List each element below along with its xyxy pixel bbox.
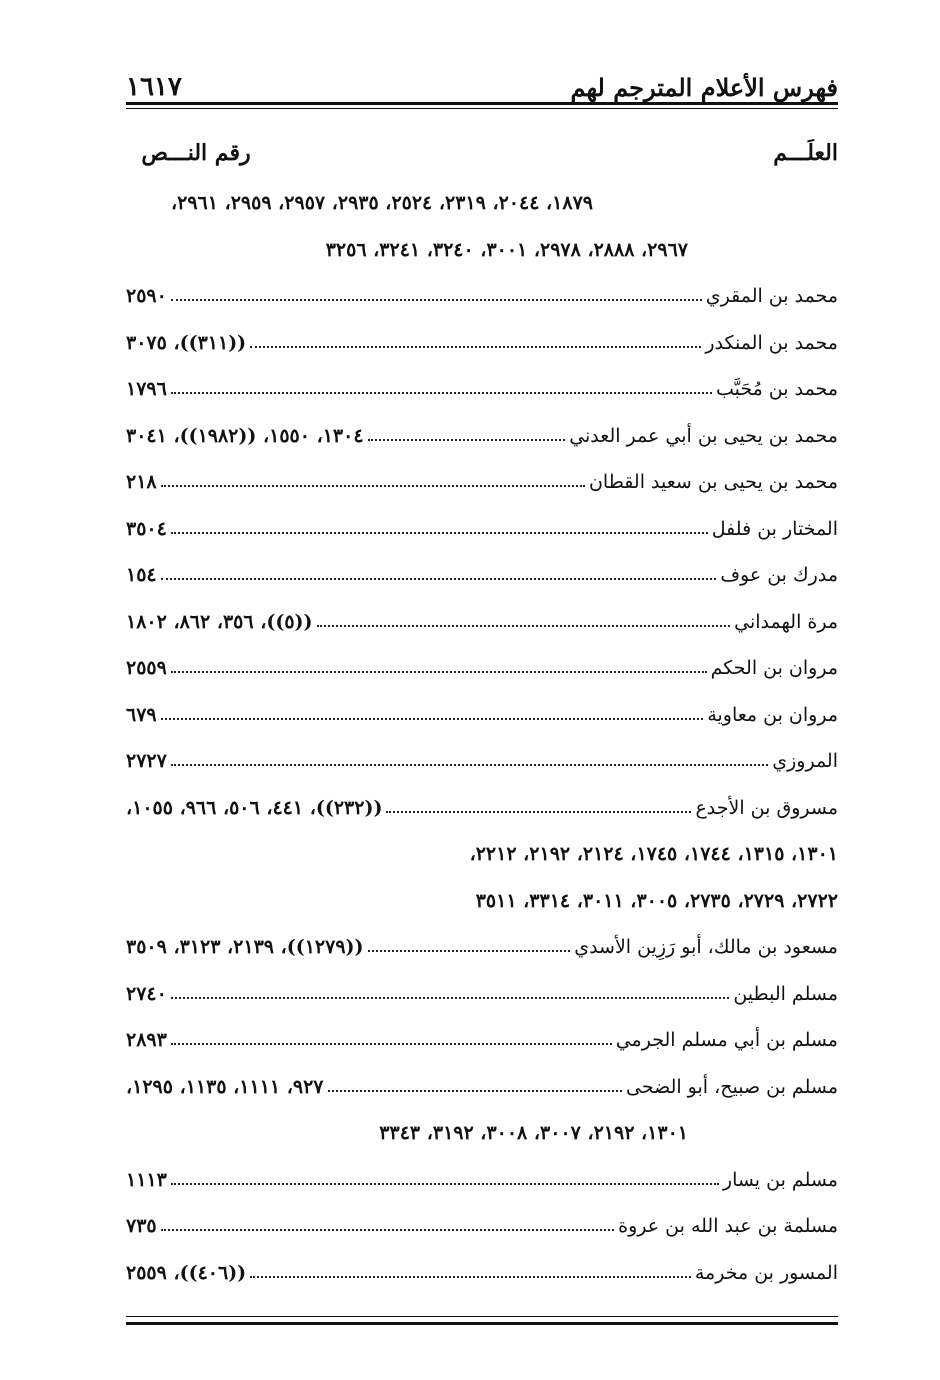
index-line bbox=[126, 1157, 838, 1204]
leader-dots bbox=[368, 439, 566, 441]
index-line bbox=[126, 506, 838, 553]
entry-name: مسلم بن أبي مسلم الجرمي bbox=[615, 1029, 838, 1052]
leader-dots bbox=[328, 1090, 623, 1092]
entry-name: مسلمة بن عبد الله بن عروة bbox=[618, 1215, 838, 1238]
column-header-number: رقم النـــص bbox=[141, 140, 251, 166]
page-title: فهرس الأعلام المترجم لهم bbox=[570, 73, 838, 102]
entry-numbers: ٢٩٦٧، ٢٨٨٨، ٢٩٧٨، ٣٠٠١، ٣٢٤٠، ٣٢٤١، ٣٢٥٦ bbox=[325, 238, 688, 261]
entry-name: مروان بن معاوية bbox=[707, 703, 838, 726]
footer-rule-thick bbox=[126, 1322, 838, 1325]
index-line bbox=[126, 320, 838, 367]
index-line bbox=[126, 878, 838, 925]
entry-numbers: ٧٣٥ bbox=[126, 1215, 157, 1238]
entry-numbers: ((٤٠٦))، ٢٥٥٩ bbox=[126, 1261, 247, 1284]
leader-dots bbox=[250, 1276, 691, 1278]
entry-name: محمد بن يحيى بن أبي عمر العدني bbox=[569, 424, 838, 447]
entry-numbers: ((٥))، ٣٥٦، ٨٦٢، ١٨٠٢ bbox=[126, 610, 313, 633]
entry-name: محمد بن يحيى بن سعيد القطان bbox=[588, 471, 838, 494]
entry-numbers: ٢٧٤٠ bbox=[126, 982, 167, 1005]
entry-name: مسروق بن الأجدع bbox=[695, 796, 838, 819]
index-line bbox=[126, 738, 838, 785]
index-line bbox=[126, 180, 838, 227]
header-rule-thick bbox=[126, 102, 838, 105]
leader-dots bbox=[161, 1229, 615, 1231]
entry-numbers: ١١١٣ bbox=[126, 1168, 167, 1191]
entry-name: مسلم بن يسار bbox=[722, 1168, 838, 1191]
entry-name: مرة الهمداني bbox=[734, 610, 838, 633]
index-line bbox=[126, 459, 838, 506]
leader-dots bbox=[171, 532, 708, 534]
entry-numbers: ٢١٨ bbox=[126, 471, 157, 494]
index-line bbox=[126, 1017, 838, 1064]
index-line bbox=[126, 1110, 838, 1157]
entry-numbers: ١٨٧٩، ٢٠٤٤، ٢٣١٩، ٢٥٢٤، ٢٩٣٥، ٢٩٥٧، ٢٩٥٩، ٢٩٦١، bbox=[170, 192, 593, 215]
entry-name: محمد بن مُحَبَّب bbox=[715, 378, 838, 401]
entry-numbers: ((٣١١))، ٣٠٧٥ bbox=[126, 331, 247, 354]
entry-name: مسلم بن صبيح، أبو الضحى bbox=[626, 1075, 838, 1098]
entry-numbers: ٢٨٩٣ bbox=[126, 1029, 167, 1052]
entry-numbers: ١٣٠٤، ١٥٥٠، ((١٩٨٢))، ٣٠٤١ bbox=[126, 424, 364, 447]
entry-name: المروزي bbox=[772, 750, 838, 773]
leader-dots bbox=[171, 299, 702, 301]
index-entries bbox=[126, 180, 838, 1296]
entry-numbers: ٢٧٢٢، ٢٧٢٩، ٢٧٣٥، ٣٠٠٥، ٣٠١١، ٣٣١٤، ٣٥١١ bbox=[475, 889, 838, 912]
index-line bbox=[126, 273, 838, 320]
entry-name: مسلم البطين bbox=[733, 982, 838, 1005]
leader-dots bbox=[171, 1183, 719, 1185]
index-line bbox=[126, 227, 838, 274]
entry-name: محمد بن المنكدر bbox=[705, 331, 838, 354]
entry-numbers: ٩٢٧، ١١١١، ١١٣٥، ١٢٩٥، bbox=[126, 1075, 324, 1098]
index-line bbox=[126, 1203, 838, 1250]
page-number: ١٦١٧ bbox=[126, 72, 182, 102]
entry-numbers: ١٥٤ bbox=[126, 564, 157, 587]
leader-dots bbox=[171, 671, 707, 673]
entry-numbers: ١٧٩٦ bbox=[126, 378, 167, 401]
leader-dots bbox=[171, 392, 712, 394]
leader-dots bbox=[171, 764, 768, 766]
leader-dots bbox=[386, 811, 691, 813]
leader-dots bbox=[171, 1043, 612, 1045]
entry-numbers: ١٣٠١، ١٣١٥، ١٧٤٤، ١٧٤٥، ٢١٢٤، ٢١٩٢، ٢٢١٢، bbox=[469, 843, 838, 866]
header-rule-thin bbox=[126, 108, 838, 109]
entry-name: المختار بن فلفل bbox=[711, 517, 838, 540]
entry-numbers: ((٢٣٢))، ٤٤١، ٥٠٦، ٩٦٦، ١٠٥٥، bbox=[126, 796, 383, 819]
index-line bbox=[126, 971, 838, 1018]
entry-numbers: ٢٥٥٩ bbox=[126, 657, 167, 680]
leader-dots bbox=[368, 950, 571, 952]
entry-numbers: ٢٥٩٠ bbox=[126, 285, 167, 308]
index-line bbox=[126, 785, 838, 832]
leader-dots bbox=[250, 346, 701, 348]
footer-rule-thin bbox=[126, 1316, 838, 1317]
entry-name: المسور بن مخرمة bbox=[694, 1261, 838, 1284]
leader-dots bbox=[161, 578, 717, 580]
leader-dots bbox=[171, 997, 729, 999]
index-line bbox=[126, 552, 838, 599]
running-header bbox=[126, 66, 838, 102]
entry-numbers: ٦٧٩ bbox=[126, 703, 157, 726]
index-line bbox=[126, 599, 838, 646]
index-line bbox=[126, 1064, 838, 1111]
entry-name: محمد بن المقري bbox=[705, 285, 838, 308]
column-header-name: العلَـــم bbox=[773, 140, 838, 166]
index-line bbox=[126, 692, 838, 739]
entry-numbers: ٣٥٠٤ bbox=[126, 517, 167, 540]
index-line bbox=[126, 645, 838, 692]
entry-name: مسعود بن مالك، أبو رَزِين الأسدي bbox=[574, 936, 838, 959]
column-headers bbox=[126, 140, 838, 176]
entry-numbers: ٢٧٢٧ bbox=[126, 750, 167, 773]
entry-name: مدرك بن عوف bbox=[720, 564, 838, 587]
index-line bbox=[126, 1250, 838, 1297]
index-line bbox=[126, 831, 838, 878]
leader-dots bbox=[161, 485, 585, 487]
leader-dots bbox=[317, 625, 731, 627]
leader-dots bbox=[161, 718, 704, 720]
entry-name: مروان بن الحكم bbox=[710, 657, 838, 680]
index-line bbox=[126, 366, 838, 413]
entry-numbers: ١٣٠١، ٢١٩٢، ٣٠٠٧، ٣٠٠٨، ٣١٩٢، ٣٣٤٣ bbox=[379, 1122, 688, 1145]
index-line bbox=[126, 924, 838, 971]
index-line bbox=[126, 413, 838, 460]
entry-numbers: ((١٢٧٩))، ٢١٣٩، ٣١٢٣، ٣٥٠٩ bbox=[126, 936, 364, 959]
